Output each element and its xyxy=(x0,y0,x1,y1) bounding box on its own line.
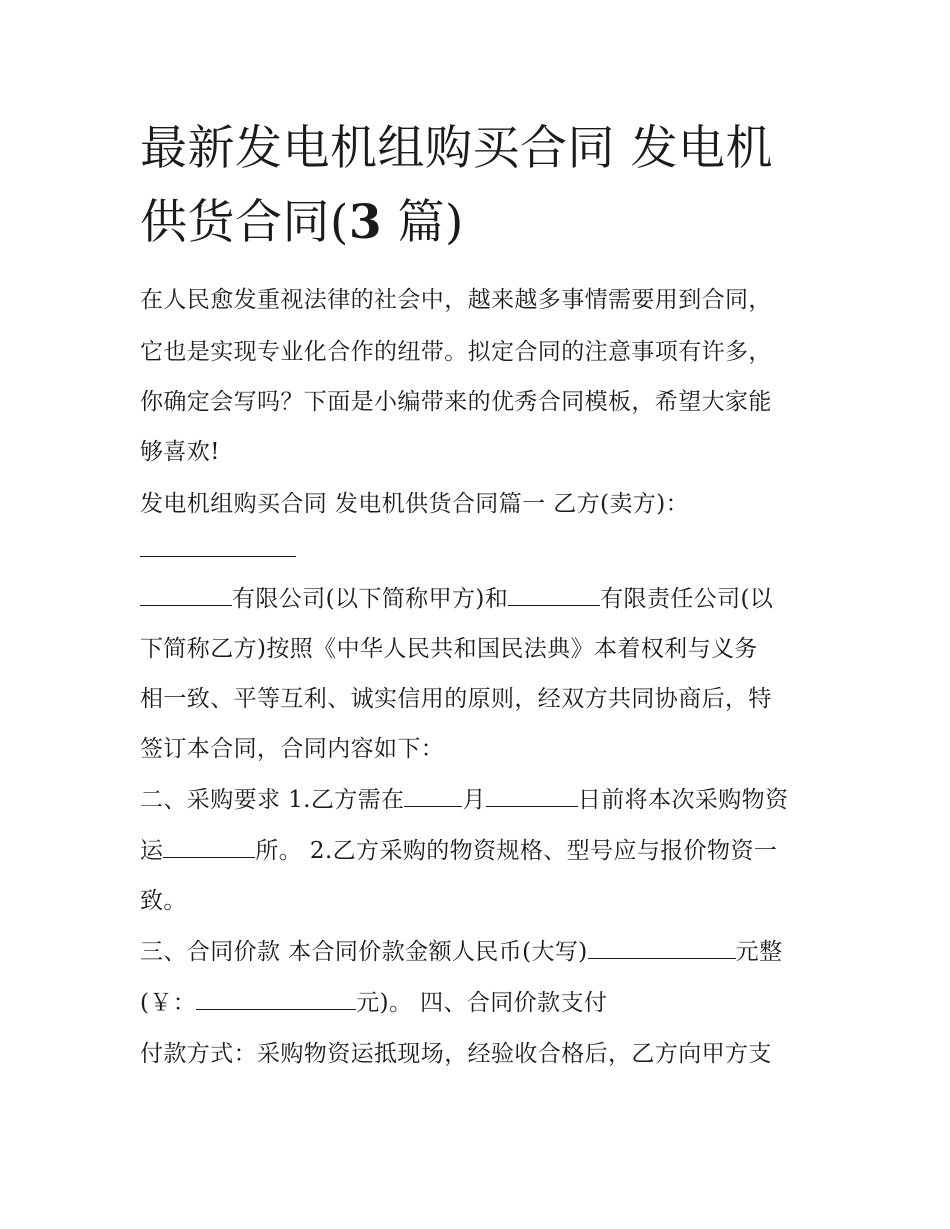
payment-line: 付款方式：采购物资运抵现场，经验收合格后，乙方向甲方支 xyxy=(140,1041,772,1067)
section2-day-suffix: 日前将本次采购物资 xyxy=(577,787,789,813)
section2-line2-prefix: 运 xyxy=(140,838,164,864)
day-blank xyxy=(486,786,578,807)
section3-line-2 xyxy=(140,988,607,1018)
section2-line-1 xyxy=(140,785,788,815)
intro-line-3: 你确定会写吗？下面是小编带来的优秀合同模板，希望大家能 xyxy=(140,389,772,415)
section2-line-3: 致。 xyxy=(140,888,187,914)
title-line-1: 最新发电机组购买合同 发电机 xyxy=(140,121,773,176)
section3-line2-suffix: 元)。 四、合同价款支付 xyxy=(356,990,608,1016)
month-label: 月 xyxy=(462,787,486,813)
section2-line2-suffix: 所。 2.乙方采购的物资规格、型号应与报价物资一 xyxy=(255,838,778,864)
title-line-2a: 供货合同( xyxy=(140,195,349,250)
parties-line-4: 签订本合同，合同内容如下： xyxy=(140,736,445,762)
buyer-company-blank xyxy=(140,585,232,606)
seller-company-blank xyxy=(508,585,600,606)
title-count: 3 xyxy=(348,195,383,250)
parties-a-text: 有限公司(以下简称甲方)和 xyxy=(232,586,509,612)
title-line-2b: 篇) xyxy=(382,195,464,250)
amount-figures-blank xyxy=(196,989,356,1010)
section2-line-2 xyxy=(140,836,777,866)
document-title xyxy=(140,112,840,260)
section3-suffix: 元整 xyxy=(735,939,783,965)
section2-prefix: 二、采购要求 1.乙方需在 xyxy=(140,787,405,813)
section3-line2-prefix: (￥： xyxy=(140,990,197,1016)
destination-blank xyxy=(163,837,255,858)
seller-name-blank xyxy=(140,536,296,557)
parties-line-3: 相一致、平等互利、诚实信用的原则，经双方共同协商后，特 xyxy=(140,686,772,712)
section1-heading: 发电机组购买合同 发电机供货合同篇一 乙方(卖方)： xyxy=(140,491,689,517)
intro-line-4: 够喜欢! xyxy=(140,439,220,465)
month-blank xyxy=(404,786,462,807)
amount-words-blank xyxy=(588,938,736,959)
seller-blank-line xyxy=(140,535,296,565)
section3-prefix: 三、合同价款 本合同价款金额人民币(大写) xyxy=(140,939,588,965)
parties-b-text: 有限责任公司(以 xyxy=(600,586,774,612)
intro-line-2: 它也是实现专业化合作的纽带。拟定合同的注意事项有许多， xyxy=(140,339,772,365)
intro-line-1: 在人民愈发重视法律的社会中，越来越多事情需要用到合同， xyxy=(140,287,772,313)
section3-line-1 xyxy=(140,937,782,967)
parties-line-2: 下简称乙方)按照《中华人民共和国民法典》本着权利与义务 xyxy=(140,636,758,662)
parties-line-1 xyxy=(140,584,773,614)
